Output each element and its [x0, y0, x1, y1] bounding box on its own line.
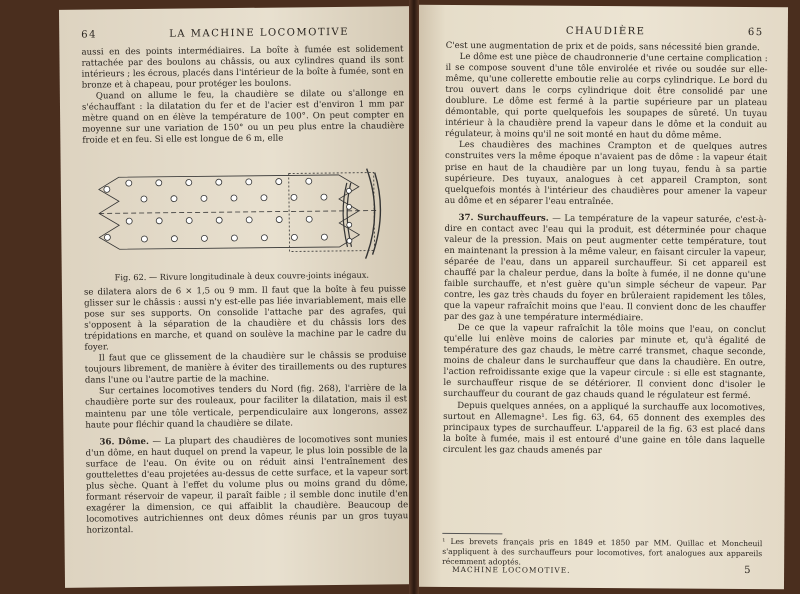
section-37-title: 37. Surchauffeurs.	[458, 212, 549, 224]
left-page	[59, 6, 417, 588]
right-page-number: 65	[747, 27, 764, 39]
book-gutter	[409, 0, 419, 594]
paragraph: se dilatera alors de 6 × 1,5 ou 9 mm. Il faut que la boîte à feu puisse glisser sur le châssis : aussi n'y est-elle pas liée invariablement, mais elle pose sur ses supports. On consolide l'attache par des agrafes, qui s'opposent à la séparation de la chaudière et du châssis lors des trépidations en marche, et quand on soulève la machine par le cadre du foyer.	[83, 284, 407, 353]
paragraph: Depuis quelques années, on a appliqué la surchauffe aux locomotives, surtout en Allemagne¹. Les fig. 63, 64, 65 donnent des exemples des principaux types de surchauffeur. L'appareil de la fig. 63 est placé dans la boîte à fumée, mais il est entouré d'une gaine en tôle dans laquelle circulent les gaz chauds amenés par	[442, 400, 766, 456]
paragraph: Sur certaines locomotives tenders du Nord (fig. 268), l'arrière de la chaudière porte sur des rouleaux, pour faciliter la dilatation, mais il est maintenu par une tôle verticale, perpendiculaire aux longerons, assez haute pour fléchir quand la chaudière se dilate.	[85, 383, 408, 431]
section-36-title: 36. Dôme.	[99, 436, 150, 448]
right-text	[443, 41, 768, 458]
right-page	[412, 5, 788, 590]
footnote-rule	[442, 533, 502, 534]
signature-number: 5	[744, 565, 751, 577]
paragraph: Quand on allume le feu, la chaudière se dilate ou s'allonge en s'échauffant : la dilatation du fer et de l'acier est d'environ 1 mm par mètre quand on en élève la température de 100°. On peut compter en moyenne sur une variation de 150° ou un peu plus entre la chaudière froide et en feu. Si elle est longue de 6 m, elle	[81, 88, 405, 146]
riveted-joint-figure	[89, 166, 406, 269]
paragraph: Le dôme est une pièce de chaudronnerie d'une certaine complication : il se compose souvent d'une tôle enviroléе et rivée ou soudée sur elle-même, qu'une collerette emboutie relie au corps cylindrique. Le bord du trou ouvert dans le corps cylindrique doit être consolidé par une doublure. Le dôme est fermé à la partie supérieure par un plateau démontable, qui porte quelquefois les soupapes de sûreté. Un tuyau intérieur à la chaudière prend la vapeur dans le dôme et la conduit au régulateur, à moins qu'il ne soit monté en haut du dôme même.	[445, 52, 768, 142]
signature-mark: MACHINE LOCOMOTIVE.	[452, 564, 571, 575]
figure-caption: Fig. 62. — Rivure longitudinale à deux couvre-joints inégaux.	[114, 269, 369, 283]
paragraph: C'est une augmentation de prix et de poids, sans nécessité bien grande.	[445, 40, 760, 54]
right-running-head: CHAUDIÈRE	[565, 25, 646, 38]
left-running-head: LA MACHINE LOCOMOTIVE	[169, 26, 350, 40]
paragraph: aussi en des points intermédiaires. La boîte à fumée est solidement rattachée par des boulons au châssis, ou aux cylindres quand ils sont intérieurs ; les écrous, placés dans l'intérieur de la boîte à fumée, sont en bronze et à chapeau, pour protéger les boulons.	[81, 44, 404, 91]
footnote: ¹ Les brevets français pris en 1849 et 1850 par MM. Quillac et Moncheuil s'appliquent à des surchauffeurs pour locomotives, fort analogues aux appareils récemment adoptés.	[442, 536, 763, 567]
left-text-bottom	[84, 284, 409, 536]
paragraph: De ce que la vapeur rafraîchit la tôle moins que l'eau, on conclut qu'elle lui enlève moins de calories par minute et, qu'à égalité de température des gaz chauds, le mètre carré transmet, chaque seconde, moins de chaleur dans le surchauffeur que dans la chaudière. En outre, l'action refroidissante exige que la vapeur circule : si elle est stagnante, le surchauffeur risque de se détériorer. Il convient donc d'isoler le surchauffeur du courant de gaz chauds quand le régulateur est fermé.	[443, 323, 766, 402]
section-36	[85, 434, 408, 537]
left-text-top	[81, 44, 404, 147]
paragraph: Il faut que ce glissement de la chaudière sur le châssis se produise toujours librement, de manière à éviter des tiraillements ou des ruptures dans l'une ou l'autre partie de la machine.	[84, 350, 407, 386]
section-37	[444, 213, 767, 326]
section-36-text: — La plupart des chaudières de locomotives sont munies d'un dôme, en haut duquel on prend la vapeur, le plus loin possible de la surface de l'eau. On évite ou on réduit ainsi l'entraînement des gouttelettes d'eau projetées au-dessus de cette surface, et la vapeur sort plus sèche. Quant à l'effet du volume plus ou moins grand du dôme, formant réservoir de vapeur, il paraît faible ; il semble donc inutile d'en exagérer la dimension, ce qui affaiblit la chaudière. Beaucoup de locomotives autrichiennes ont deux dômes réunis par un gros tuyau horizontal.	[85, 433, 409, 536]
section-37-text: — La température de la vapeur saturée, c'est-à-dire en contact avec l'eau qui la produit, est déterminée pour chaque valeur de la pression. Mais on peut augmenter cette température, tout en maintenant la pression à la même valeur, en faisant circuler la vapeur, séparée de l'eau, dans un appareil surchauffeur. Si cet appareil est chauffé par la chaleur perdue, dans la boîte à fumée, il ne donne qu'une faible surchauffe, et n'est guère qu'un simple sécheur de vapeur. Par contre, les gaz très chauds du foyer en brûleraient rapidement les tôles, que la vapeur rafraîchit moins que l'eau. Il convient donc de les chauffer par des gaz à une température intermédiaire.	[443, 213, 767, 324]
left-page-number: 64	[81, 29, 98, 41]
paragraph: Les chaudières des machines Crampton et de quelques autres construites vers la même époque n'avaient pas de dôme : la vapeur était prise en haut de la chaudière par un long tuyau, fendu à sa partie supérieure. Des tuyaux, analogues à cet appareil Crampton, sont quelquefois montés à l'intérieur des chaudières pour amener la vapeur au dôme et en séparer l'eau entraînée.	[444, 140, 768, 207]
